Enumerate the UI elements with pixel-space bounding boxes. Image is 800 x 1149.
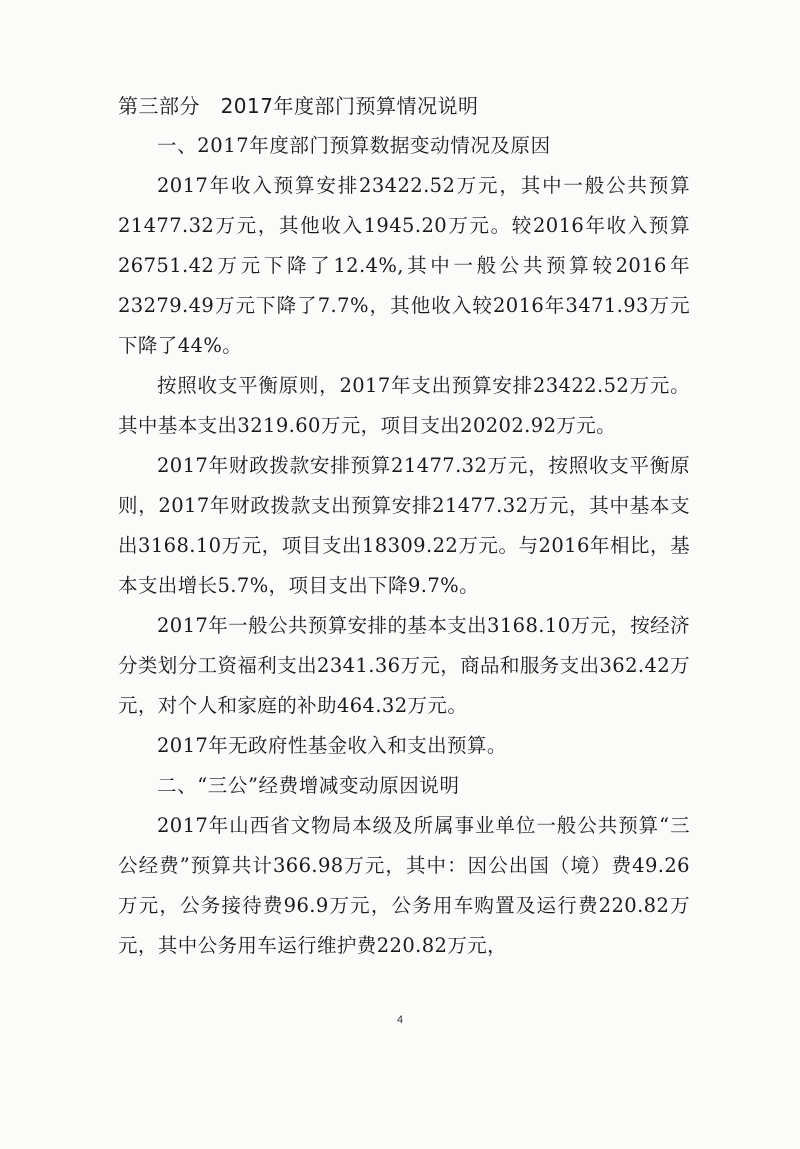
paragraph-expenditure-budget: 按照收支平衡原则，2017年支出预算安排23422.52万元。其中基本支出3219.60万元，项目支出20202.92万元。: [118, 374, 690, 437]
part-heading: 第三部分 2017年度部门预算情况说明: [118, 94, 479, 118]
paragraph-basic-expenditure: 2017年一般公共预算安排的基本支出3168.10万元，按经济分类划分工资福利支出2341.36万元，商品和服务支出362.42万元，对个人和家庭的补助464.32万元。: [118, 614, 690, 717]
document-body: [118, 86, 690, 966]
page-number: 4: [396, 1014, 404, 1026]
section-heading-budget-changes: 一、2017年度部门预算数据变动情况及原因: [157, 134, 551, 157]
paragraph-three-public-expenses: 2017年山西省文物局本级及所属事业单位一般公共预算“三公经费”预算共计366.98万元，其中：因公出国（境）费49.26万元，公务接待费96.9万元，公务用车购置及运行费220.82万元，其中公务用车运行维护费220.82万元，: [118, 814, 690, 957]
paragraph-fiscal-allocation: 2017年财政拨款安排预算21477.32万元，按照收支平衡原则，2017年财政拨款支出预算安排21477.32万元，其中基本支出3168.10万元，项目支出18309.22万元。与2016年相比，基本支出增长5.7%，项目支出下降9.7%。: [118, 454, 690, 597]
paragraph-government-fund: 2017年无政府性基金收入和支出预算。: [157, 734, 507, 757]
paragraph-income-budget: 2017年收入预算安排23422.52万元，其中一般公共预算21477.32万元，其他收入1945.20万元。较2016年收入预算26751.42万元下降了12.4%,其中一般公共预算较2016年23279.49万元下降了7.7%，其他收入较2016年3471.93万元下降了44%。: [118, 174, 690, 357]
section-heading-three-public: 二、“三公”经费增减变动原因说明: [157, 774, 460, 797]
